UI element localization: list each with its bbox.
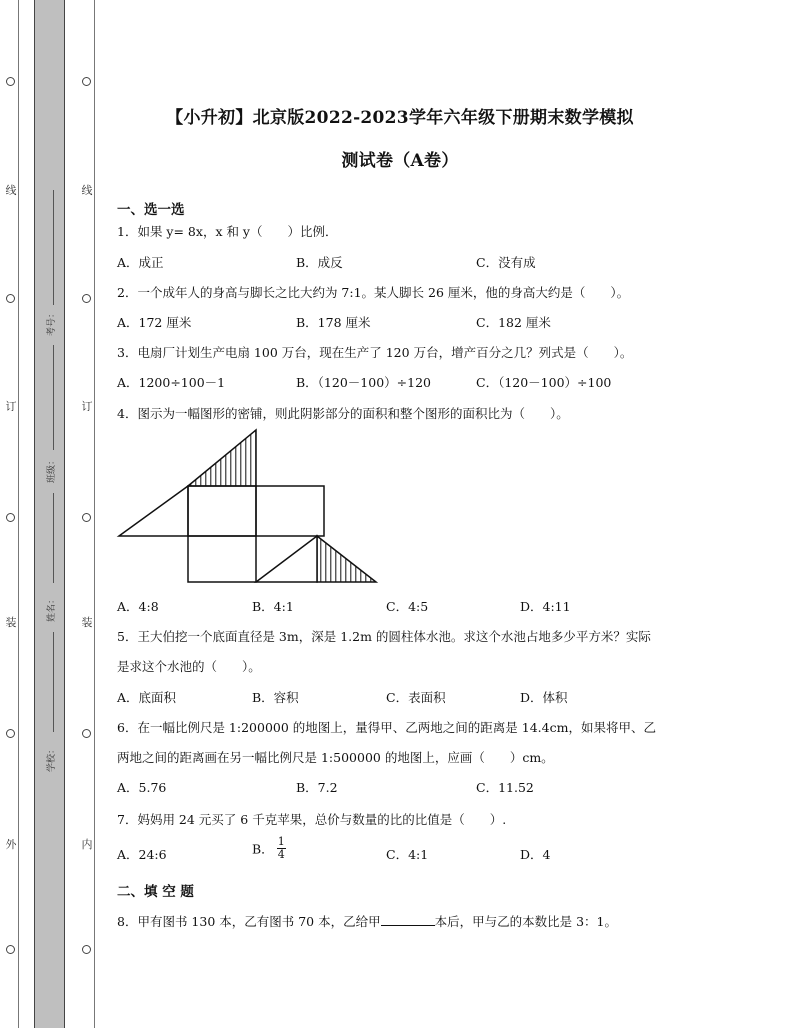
question-7: 7．妈妈用 24 元买了 6 千克苹果，总价与数量的比的比值是（ ）.	[117, 812, 507, 827]
binding-char-zhuang: 装	[81, 616, 93, 629]
outer-margin-line	[18, 0, 19, 1028]
option-c: C．4:1	[386, 847, 429, 862]
binding-char-ding: 订	[5, 400, 17, 413]
option-d: D．体积	[520, 690, 568, 705]
binding-hole-circle	[82, 77, 91, 86]
binding-hole-circle	[82, 729, 91, 738]
binding-hole-circle	[6, 294, 15, 303]
white-triangle-left	[119, 486, 188, 536]
question-2: 2．一个成年人的身高与脚长之比大约为 7:1。某人脚长 26 厘米，他的身高大约是（ ）。	[117, 285, 630, 300]
field-label-name: 姓名：	[47, 594, 57, 622]
binding-strip	[34, 0, 65, 1028]
option-c: C．没有成	[476, 255, 536, 270]
field-label-exam-number: 考号：	[47, 308, 57, 336]
section-heading: 二、填 空 题	[117, 884, 194, 900]
question-6: 6．在一幅比例尺是 1:200000 的地图上，量得甲、乙两地之间的距离是 14.4cm，如果将甲、乙	[117, 720, 656, 735]
binding-char-zhuang: 装	[5, 616, 17, 629]
option-a: A．底面积	[117, 690, 177, 705]
option-b-label: B．	[252, 841, 274, 857]
option-b: B．成反	[296, 255, 343, 270]
field-line-name	[53, 493, 54, 583]
answer-blank[interactable]	[381, 913, 435, 926]
page-title-line2: 测试卷（A卷）	[341, 151, 459, 171]
option-a: A．1200÷100－1	[117, 375, 226, 390]
binding-char-xian: 线	[81, 184, 93, 197]
option-c: C．表面积	[386, 690, 446, 705]
field-label-class: 班级：	[47, 455, 57, 483]
option-b: B．4:1	[252, 599, 294, 614]
field-label-school: 学校：	[47, 744, 57, 772]
question-5-line2: 是求这个水池的（ ）。	[117, 659, 261, 674]
tessellation-figure	[115, 428, 380, 584]
option-c: C．11.52	[476, 780, 534, 795]
white-triangle-middle	[256, 536, 317, 582]
fraction-numerator: 1	[277, 835, 285, 848]
option-b: B．7.2	[296, 780, 338, 795]
fraction-denominator: 4	[277, 848, 285, 861]
option-a: A．172 厘米	[117, 315, 192, 330]
inner-margin-line	[94, 0, 95, 1028]
rectangle-top-right	[256, 486, 324, 536]
option-d: D．4:11	[520, 599, 571, 614]
question-4: 4．图示为一幅图形的密铺，则此阴影部分的面积和整个图形的面积比为（ ）。	[117, 406, 569, 421]
option-c: C．（120－100）÷100	[476, 375, 612, 390]
binding-hole-circle	[6, 729, 15, 738]
option-b: B．（120－100）÷120	[296, 375, 431, 390]
binding-hole-circle	[82, 513, 91, 522]
question-1: 1．如果 y= 8x，x 和 y（ ）比例．	[117, 224, 338, 239]
option-a: A．4:8	[117, 599, 159, 614]
binding-hole-circle	[82, 294, 91, 303]
option-b: B．178 厘米	[296, 315, 371, 330]
binding-hole-circle	[6, 513, 15, 522]
rectangle-bottom-left	[188, 536, 256, 582]
page-title: 【小升初】北京版2022-2023学年六年级下册期末数学模拟	[166, 108, 634, 128]
option-c: C．4:5	[386, 599, 429, 614]
option-a: A．24:6	[117, 847, 167, 862]
question-5: 5．王大伯挖一个底面直径是 3m，深是 1.2m 的圆柱体水池。求这个水池占地多少平方米？实际	[117, 629, 651, 644]
binding-hole-circle	[6, 77, 15, 86]
field-line-exam-number	[53, 190, 54, 305]
binding-char-nei: 内	[81, 838, 93, 851]
shaded-triangle-bottom	[317, 536, 376, 582]
option-b: B．容积	[252, 690, 299, 705]
option-a: A．成正	[117, 255, 164, 270]
rectangle-top-left	[188, 486, 256, 536]
binding-hole-circle	[82, 945, 91, 954]
option-a: A．5.76	[117, 780, 167, 795]
question-8-text-after: 本后，甲与乙的本数比是 3：1。	[434, 914, 618, 929]
shaded-triangle-top	[188, 430, 256, 486]
question-8	[117, 912, 617, 930]
question-3: 3．电扇厂计划生产电扇 100 万台，现在生产了 120 万台，增产百分之几？列式是（ ）。	[117, 345, 633, 360]
field-line-class	[53, 345, 54, 450]
binding-char-ding: 订	[81, 400, 93, 413]
option-d: D．4	[520, 847, 551, 862]
field-line-school	[53, 632, 54, 732]
binding-char-xian: 线	[5, 184, 17, 197]
question-6-line2: 两地之间的距离画在另一幅比例尺是 1:500000 的地图上，应画（ ）cm。	[117, 750, 554, 765]
section-heading: 一、选一选	[117, 202, 185, 218]
binding-char-wai: 外	[5, 838, 17, 851]
option-c: C．182 厘米	[476, 315, 551, 330]
question-8-text-before: 8．甲有图书 130 本，乙有图书 70 本，乙给甲	[117, 914, 381, 929]
fraction-one-quarter	[277, 836, 286, 861]
option-b	[252, 836, 286, 861]
binding-hole-circle	[6, 945, 15, 954]
